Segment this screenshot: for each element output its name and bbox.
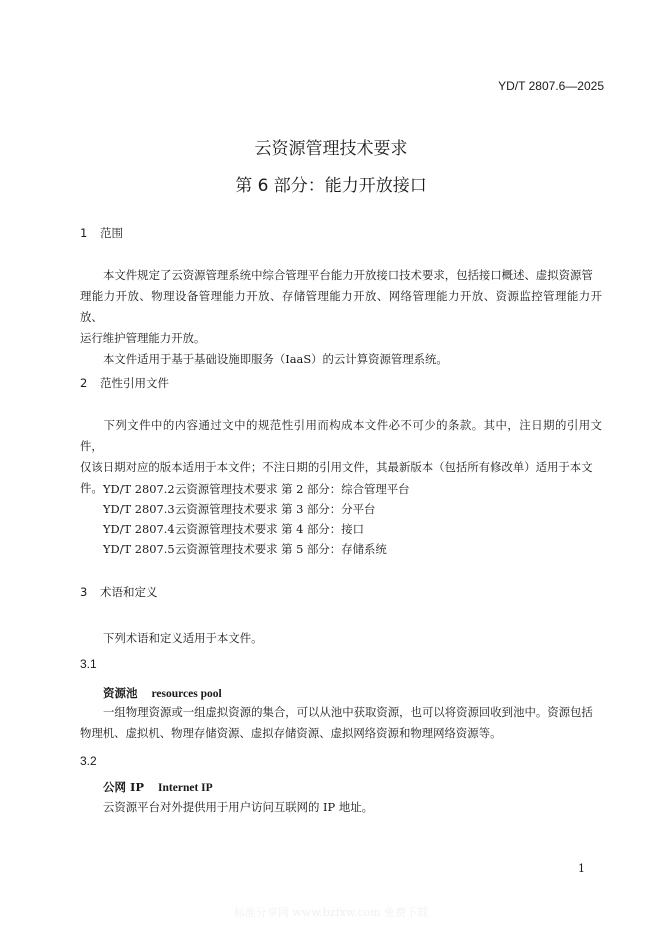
reference-code: YD/T 2807.5 bbox=[103, 542, 175, 556]
term-definition: 云资源平台对外提供用于用户访问互联网的 IP 地址。 bbox=[103, 800, 374, 814]
reference-item bbox=[103, 521, 364, 537]
reference-title: 云资源管理技术要求 第 4 部分：接口 bbox=[175, 522, 364, 536]
text-line: 本文件适用于基于基础设施即服务（IaaS）的云计算资源管理系统。 bbox=[103, 352, 448, 366]
text-line: 运行维护管理能力开放。 bbox=[80, 331, 206, 345]
term-heading bbox=[103, 685, 222, 701]
reference-title: 云资源管理技术要求 第 5 部分：存储系统 bbox=[175, 542, 387, 556]
document-title: 云资源管理技术要求 bbox=[254, 139, 408, 159]
section-number: 2 bbox=[80, 376, 88, 390]
scope-paragraph bbox=[80, 265, 602, 370]
text-line: 仅该日期对应的版本适用于本文件；不注日期的引用文件，其最新版本（包括所有修改单）适用于本文 bbox=[80, 460, 593, 474]
term-en: resources pool bbox=[151, 688, 222, 700]
section-number: 1 bbox=[80, 226, 88, 240]
term-en: Internet IP bbox=[158, 782, 213, 794]
reference-code: YD/T 2807.2 bbox=[103, 482, 175, 496]
text-line: 件。 bbox=[80, 481, 103, 495]
text-line: 本文件规定了云资源管理系统中综合管理平台能力开放接口技术要求，包括接口概述、虚拟资源管 bbox=[103, 268, 593, 282]
term-zh: 资源池 bbox=[103, 686, 138, 700]
reference-item bbox=[103, 501, 375, 517]
term-number: 3.1 bbox=[80, 657, 97, 671]
term-zh: 公网 IP bbox=[103, 780, 145, 794]
text-line: 下列文件中的内容通过文中的规范性引用而构成本文件必不可少的条款。其中，注日期的引用文件， bbox=[80, 418, 602, 453]
text-line: 理能力开放、物理设备管理能力开放、存储管理能力开放、网络管理能力开放、资源监控管理能力开放、 bbox=[80, 289, 602, 324]
reference-item bbox=[103, 541, 387, 557]
reference-code: YD/T 2807.3 bbox=[103, 502, 175, 516]
reference-item bbox=[103, 481, 410, 497]
section-title: 术语和定义 bbox=[100, 585, 158, 599]
terms-intro: 下列术语和定义适用于本文件。 bbox=[103, 631, 263, 645]
section-title: 范围 bbox=[100, 226, 123, 240]
document-subtitle: 第 6 部分：能力开放接口 bbox=[235, 176, 427, 196]
reference-title: 云资源管理技术要求 第 3 部分：分平台 bbox=[175, 502, 376, 516]
section-heading-terms bbox=[80, 584, 158, 600]
term-heading bbox=[103, 779, 213, 795]
term-number: 3.2 bbox=[80, 754, 97, 768]
section-number: 3 bbox=[80, 585, 88, 599]
page-number: 1 bbox=[578, 862, 585, 875]
section-heading-normative bbox=[80, 375, 169, 391]
text-line: 一组物理资源或一组虚拟资源的集合，可以从池中获取资源，也可以将资源回收到池中。资源包括 bbox=[103, 705, 593, 719]
reference-code: YD/T 2807.4 bbox=[103, 522, 175, 536]
reference-title: 云资源管理技术要求 第 2 部分：综合管理平台 bbox=[175, 482, 410, 496]
standard-number: YD/T 2807.6—2025 bbox=[498, 79, 604, 93]
watermark: 标准分享网 www.bzfxw.com 免费下载 bbox=[233, 906, 429, 919]
section-title: 范性引用文件 bbox=[100, 376, 169, 390]
text-line: 物理机、虚拟机、物理存储资源、虚拟存储资源、虚拟网络资源和物理网络资源等。 bbox=[80, 726, 502, 740]
section-heading-scope bbox=[80, 225, 123, 241]
term-definition bbox=[80, 702, 602, 744]
